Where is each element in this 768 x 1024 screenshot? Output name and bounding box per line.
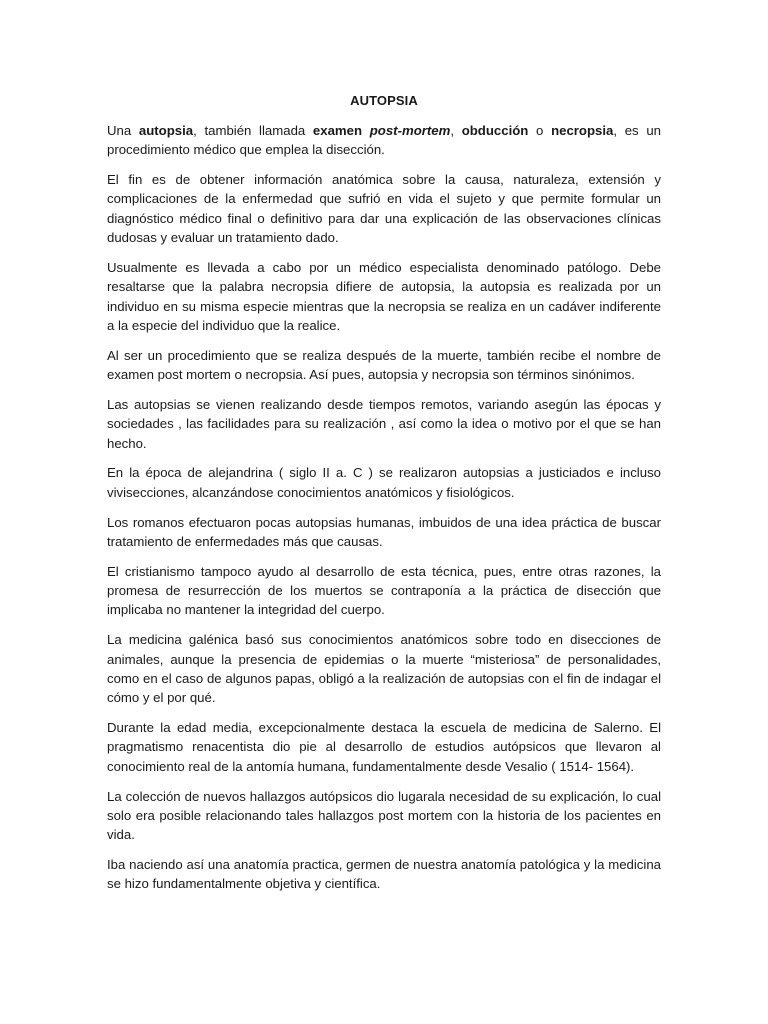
intro-text-4: o (528, 123, 552, 138)
term-autopsia: autopsia (138, 123, 194, 138)
paragraph-5: En la época de alejandrina ( siglo II a. C ) se realizaron autopsias a justiciados e incluso vivisecciones, alcanzándose conocimientos anatómicos y fisiológicos. (107, 465, 661, 500)
intro-text-1: Una (107, 123, 139, 138)
paragraph-11: Iba naciendo así una anatomía practica, germen de nuestra anatomía patológica y la medicina se hizo fundamentalmente objetiva y científica. (107, 857, 661, 892)
paragraph-3: Al ser un procedimiento que se realiza después de la muerte, también recibe el nombre de examen post mortem o necropsia. Así pues, autopsia y necropsia son términos sinónimos. (107, 347, 661, 383)
paragraph-7: El cristianismo tampoco ayudo al desarrollo de esta técnica, pues, entre otras razones, la promesa de resurrección de los muertos se contraponía a la práctica de disección que implicaba no mantener la integridad del cuerpo. (107, 563, 661, 618)
term-examen: examen (312, 123, 370, 138)
intro-paragraph (107, 121, 661, 160)
term-post-mortem-italic: post-mortem (369, 123, 451, 138)
paragraph-2: Usualmente es llevada a cabo por un médico especialista denominado patólogo. Debe resaltarse que la palabra necropsia difiere de autopsia, la autopsia es realizada por un individuo en su misma especie mientras que la necropsia se realiza en un cadáver indiferente a la especie del individuo que la realice. (107, 259, 661, 333)
term-post-mortem (370, 123, 451, 138)
paragraph-4: Las autopsias se vienen realizando desde tiempos remotos, variando asegún las épocas y sociedades , las facilidades para su realización , así como la idea o motivo por el que se han hecho. (107, 396, 661, 451)
intro-text-3: , (450, 123, 462, 138)
paragraph-10: La colección de nuevos hallazgos autópsicos dio lugarala necesidad de su explicación, lo cual solo era posible relacionando tales hallazgos post mortem con la historia de los pacientes en vida. (107, 788, 661, 843)
paragraph-6: Los romanos efectuaron pocas autopsias humanas, imbuidos de una idea práctica de buscar tratamiento de enfermedades más que causas. (107, 514, 661, 549)
term-necropsia: necropsia (551, 123, 614, 138)
paragraph-8: La medicina galénica basó sus conocimientos anatómicos sobre todo en disecciones de animales, aunque la presencia de epidemias o la muerte “misteriosa” de personalidades, como en el caso de algunos papas, obligó a la realización de autopsias con el fin de indagar el cómo y el por qué. (107, 632, 661, 706)
document-title: AUTOPSIA (350, 93, 418, 108)
paragraph-9: Durante la edad media, excepcionalmente destaca la escuela de medicina de Salerno. El pragmatismo renacentista dio pie al desarrollo de estudios autópsicos que llevaron al conocimiento real de la antomía humana, fundamentalmente desde Vesalio ( 1514- 1564). (107, 720, 661, 774)
intro-text-5: , es un procedimiento médico que emplea la disección. (107, 123, 661, 158)
term-obduccion: obducción (461, 123, 529, 138)
paragraph-1: El fin es de obtener información anatómica sobre la causa, naturaleza, extensión y complicaciones de la enfermedad que sufrió en vida el sujeto y que permite formular un diagnóstico médico final o definitivo para dar una explicación de las observaciones clínicas dudosas y evaluar un tratamiento dado. (107, 172, 661, 246)
intro-text-2: , también llamada (193, 123, 313, 138)
document-body (107, 91, 661, 904)
